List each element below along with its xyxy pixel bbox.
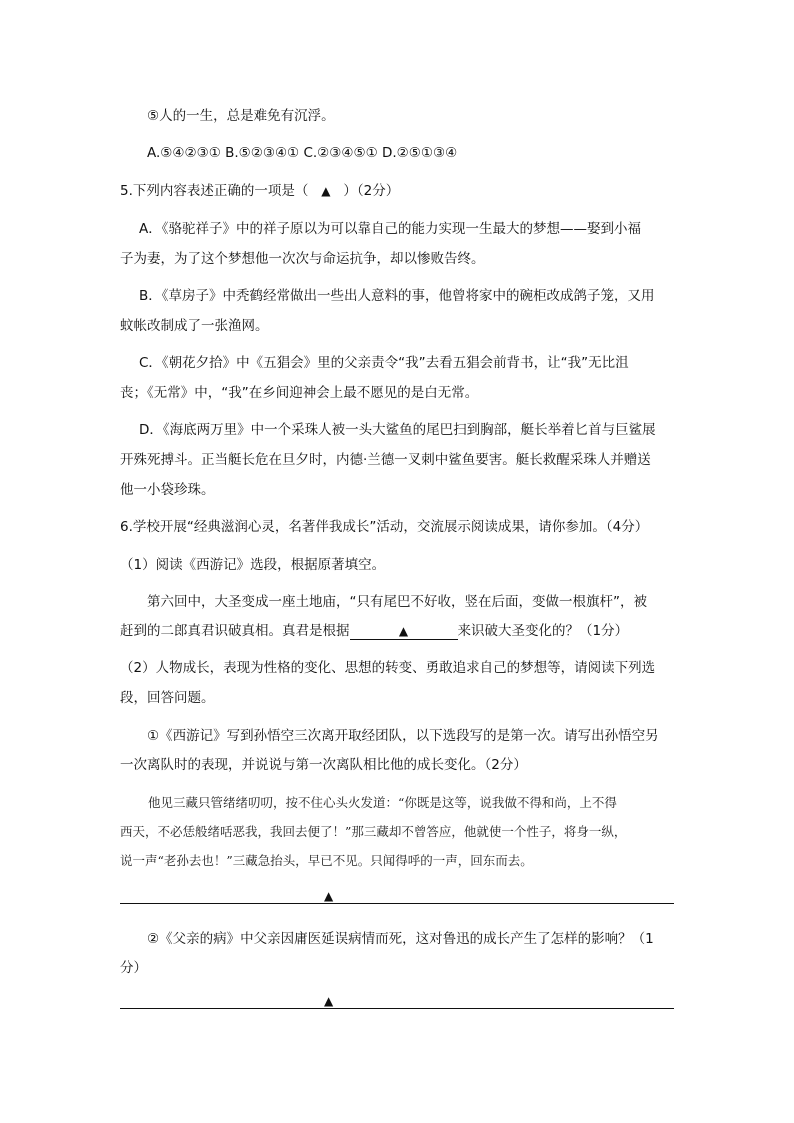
q6-stem: 6.学校开展“经典滋润心灵，名著伴我成长”活动，交流展示阅读成果，请你参加。（4分）: [120, 519, 649, 535]
q5-option-b-line2: 蚊帐改制成了一张渔网。: [120, 318, 269, 334]
q6-sub1-line1: ①《西游记》写到孙悟空三次离开取经团队，以下选段写的是第一次。请写出孙悟空另: [147, 728, 659, 744]
q6-part1-line1: 第六回中，大圣变成一座土地庙，“只有尾巴不好收，竖在后面，变做一根旗杆”，被: [147, 594, 647, 610]
q5-option-c-line1: C．《朝花夕拾》中《五猖会》里的父亲责令“我”去看五猖会前背书，让“我”无比沮: [139, 355, 629, 371]
excerpt-line1: 他见三藏只管绪绪叨叨，按不住心头火发道：“你既是这等，说我做不得和尚，上不得: [148, 795, 617, 810]
q5-stem-b: ）（2分）: [343, 183, 400, 199]
q5-option-d-line1: D．《海底两万里》中一个采珠人被一头大鲨鱼的尾巴扫到胸部，艇长举着匕首与巨鲨展: [139, 422, 656, 438]
answer-line-2[interactable]: [120, 1008, 674, 1009]
q5-option-b-line1: B．《草房子》中秃鹤经常做出一些出人意料的事，他曾将家中的碗柜改成鸽子笼，又用: [139, 288, 655, 304]
answer-line-1[interactable]: [120, 903, 674, 904]
answer-marker: ▲: [321, 184, 331, 198]
q6-sub2-line2: 分）: [120, 960, 147, 976]
answer-marker: ▲: [324, 994, 334, 1008]
q5-option-d-line3: 他一小袋珍珠。: [120, 482, 215, 498]
excerpt-line2: 西天，不必恁般绪咶恶我，我回去便了！”那三藏却不曾答应，他就使一个性子，将身一纵，: [120, 824, 627, 839]
q6-part1-line2-a: 赶到的二郎真君识破真相。真君是根据: [120, 623, 350, 639]
q5-option-a-line1: A．《骆驼祥子》中的祥子原以为可以靠自己的能力实现一生最大的梦想——娶到小福: [139, 221, 641, 237]
q5-option-a-line2: 子为妻，为了这个梦想他一次次与命运抗争，却以惨败告终。: [120, 251, 485, 267]
q5-stem-a: 5.下列内容表述正确的一项是（: [120, 183, 309, 199]
answer-marker: ▲: [398, 624, 409, 638]
q6-sub1-line2: 一次离队时的表现，并说说与第一次离队相比他的成长变化。（2分）: [120, 757, 527, 773]
fill-blank[interactable]: [350, 623, 458, 640]
q6-part1-line2-b: 来识破大圣变化的？（1分）: [457, 623, 629, 639]
answer-marker: ▲: [324, 889, 334, 903]
q6-sub2-line1: ②《父亲的病》中父亲因庸医延误病情而死，这对鲁迅的成长产生了怎样的影响？（1: [147, 931, 654, 947]
q5-option-d-line2: 开殊死搏斗。正当艇长危在旦夕时，内德·兰德一叉刺中鲨鱼要害。艇长救醒采珠人并赠送: [120, 452, 651, 468]
q6-part1-title: （1）阅读《西游记》选段，根据原著填空。: [120, 557, 386, 573]
q4-options: A.⑤④②③① B.⑤②③④① C.②③④⑤① D.②⑤①③④: [147, 145, 458, 161]
q5-option-c-line2: 丧；《无常》中，“我”在乡间迎神会上最不愿见的是白无常。: [120, 385, 479, 401]
excerpt-line3: 说一声“老孙去也！”三藏急抬头，早已不见。只闻得呼的一声，回东而去。: [120, 853, 533, 868]
q6-part1-line2: [120, 621, 628, 641]
q4-item-5: ⑤人的一生，总是难免有沉浮。: [147, 108, 335, 124]
q6-part2-title-line1: （2）人物成长，表现为性格的变化、思想的转变、勇敢追求自己的梦想等，请阅读下列选: [120, 660, 656, 676]
q6-part2-title-line2: 段，回答问题。: [120, 690, 215, 706]
q5-stem: [120, 181, 399, 201]
